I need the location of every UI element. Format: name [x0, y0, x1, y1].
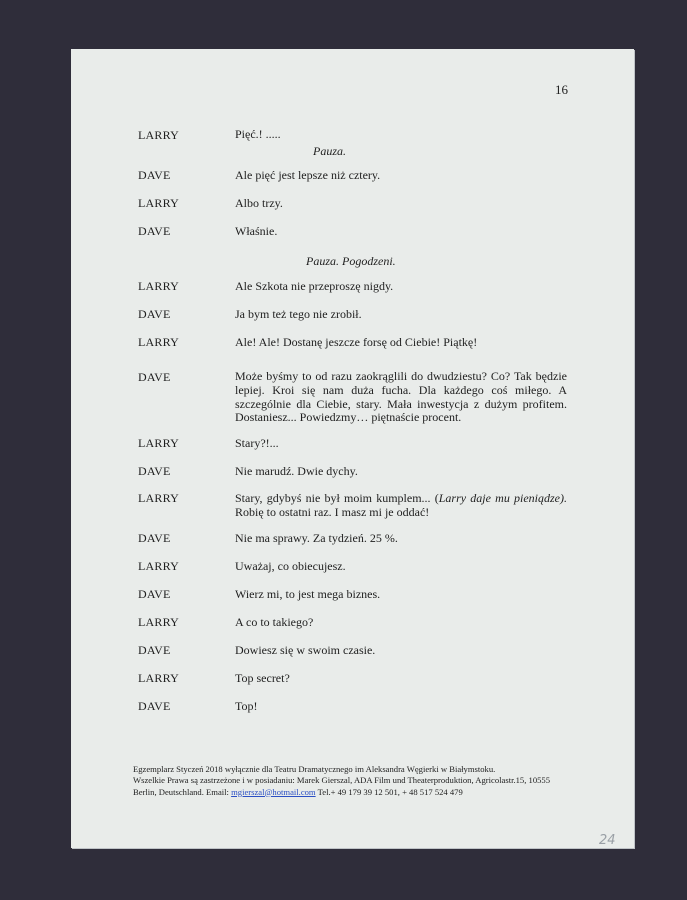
speaker-name: DAVE: [138, 168, 171, 182]
dialogue-line: Właśnie.: [235, 224, 278, 238]
speaker-name: LARRY: [138, 335, 180, 349]
speaker-name: LARRY: [138, 436, 180, 450]
footer-line-3: [133, 787, 563, 798]
dialogue-line: Uważaj, co obiecujesz.: [235, 559, 346, 573]
speaker-name: DAVE: [138, 531, 171, 545]
stage-direction: Pauza. Pogodzeni.: [306, 254, 396, 268]
dialogue-line: Dowiesz się w swoim czasie.: [235, 643, 376, 657]
dialogue-line: A co to takiego?: [235, 615, 314, 629]
copyright-footer: [133, 764, 563, 798]
speaker-name: DAVE: [138, 587, 171, 601]
footer-line-2: Wszelkie Prawa są zastrzeżone i w posiadaniu: Marek Gierszal, ADA Film und Theaterproduktion, Agricolastr.15, 10555: [133, 775, 551, 786]
speaker-name: LARRY: [138, 128, 180, 142]
dialogue-line: Top secret?: [235, 671, 290, 685]
dialogue-line: Ale Szkota nie przeproszę nigdy.: [235, 279, 394, 293]
footer-text: Berlin, Deutschland. Email:: [133, 786, 232, 797]
dialogue-line: Nie marudź. Dwie dychy.: [235, 464, 358, 478]
speaker-name: LARRY: [138, 196, 180, 210]
dialogue-line: Może byśmy to od razu zaokrąglili do dwudziestu? Co? Tak będzie lepiej. Kroi się nam duża fucha. Dla każdego coś miłego. A szczególnie dla Ciebie, stary. Mała inwestycja z dużym profitem. Dostaniesz... Powiedzmy… piętnaście procent.: [235, 369, 567, 425]
dialogue-line: Ale! Ale! Dostanę jeszcze forsę od Ciebie! Piątkę!: [235, 335, 478, 349]
footer-line-1: Egzemplarz Styczeń 2018 wyłącznie dla Teatru Dramatycznego im Aleksandra Węgierki w Białymstoku.: [133, 764, 496, 774]
email-link[interactable]: mgierszal@hotmail.com: [231, 786, 316, 797]
dialogue-text: Robię to ostatni raz. I masz mi je oddać!: [235, 504, 430, 519]
dialogue-line: Top!: [235, 699, 258, 713]
dialogue-line: Ja bym też tego nie zrobił.: [235, 307, 362, 321]
speaker-name: DAVE: [138, 307, 171, 321]
speaker-name: LARRY: [138, 671, 180, 685]
speaker-name: DAVE: [138, 464, 171, 478]
speaker-name: DAVE: [138, 643, 171, 657]
speaker-name: DAVE: [138, 224, 171, 238]
handwritten-page-number: 24: [599, 833, 616, 848]
footer-text: Tel.+ 49 179 39 12 501, + 48 517 524 479: [315, 786, 463, 797]
dialogue-text: Stary, gdybyś nie był moim kumplem... (: [235, 491, 439, 505]
dialogue-line: Albo trzy.: [235, 196, 283, 210]
dialogue-line: Stary?!...: [235, 436, 279, 450]
dialogue-line: Pięć.! .....: [235, 127, 281, 141]
dialogue-line: Nie ma sprawy. Za tydzień. 25 %.: [235, 531, 398, 545]
page-number: 16: [555, 82, 568, 97]
speaker-name: LARRY: [138, 559, 180, 573]
speaker-name: DAVE: [138, 370, 171, 384]
speaker-name: LARRY: [138, 491, 180, 505]
inline-stage-direction: Larry daje mu pieniądze).: [438, 491, 568, 505]
speaker-name: LARRY: [138, 279, 180, 293]
speaker-name: LARRY: [138, 615, 180, 629]
dialogue-line: [235, 492, 567, 520]
stage-direction: Pauza.: [313, 144, 346, 158]
speaker-name: DAVE: [138, 699, 171, 713]
dialogue-line: Ale pięć jest lepsze niż cztery.: [235, 168, 381, 182]
script-page: [71, 49, 634, 848]
dialogue-line: Wierz mi, to jest mega biznes.: [235, 587, 381, 601]
